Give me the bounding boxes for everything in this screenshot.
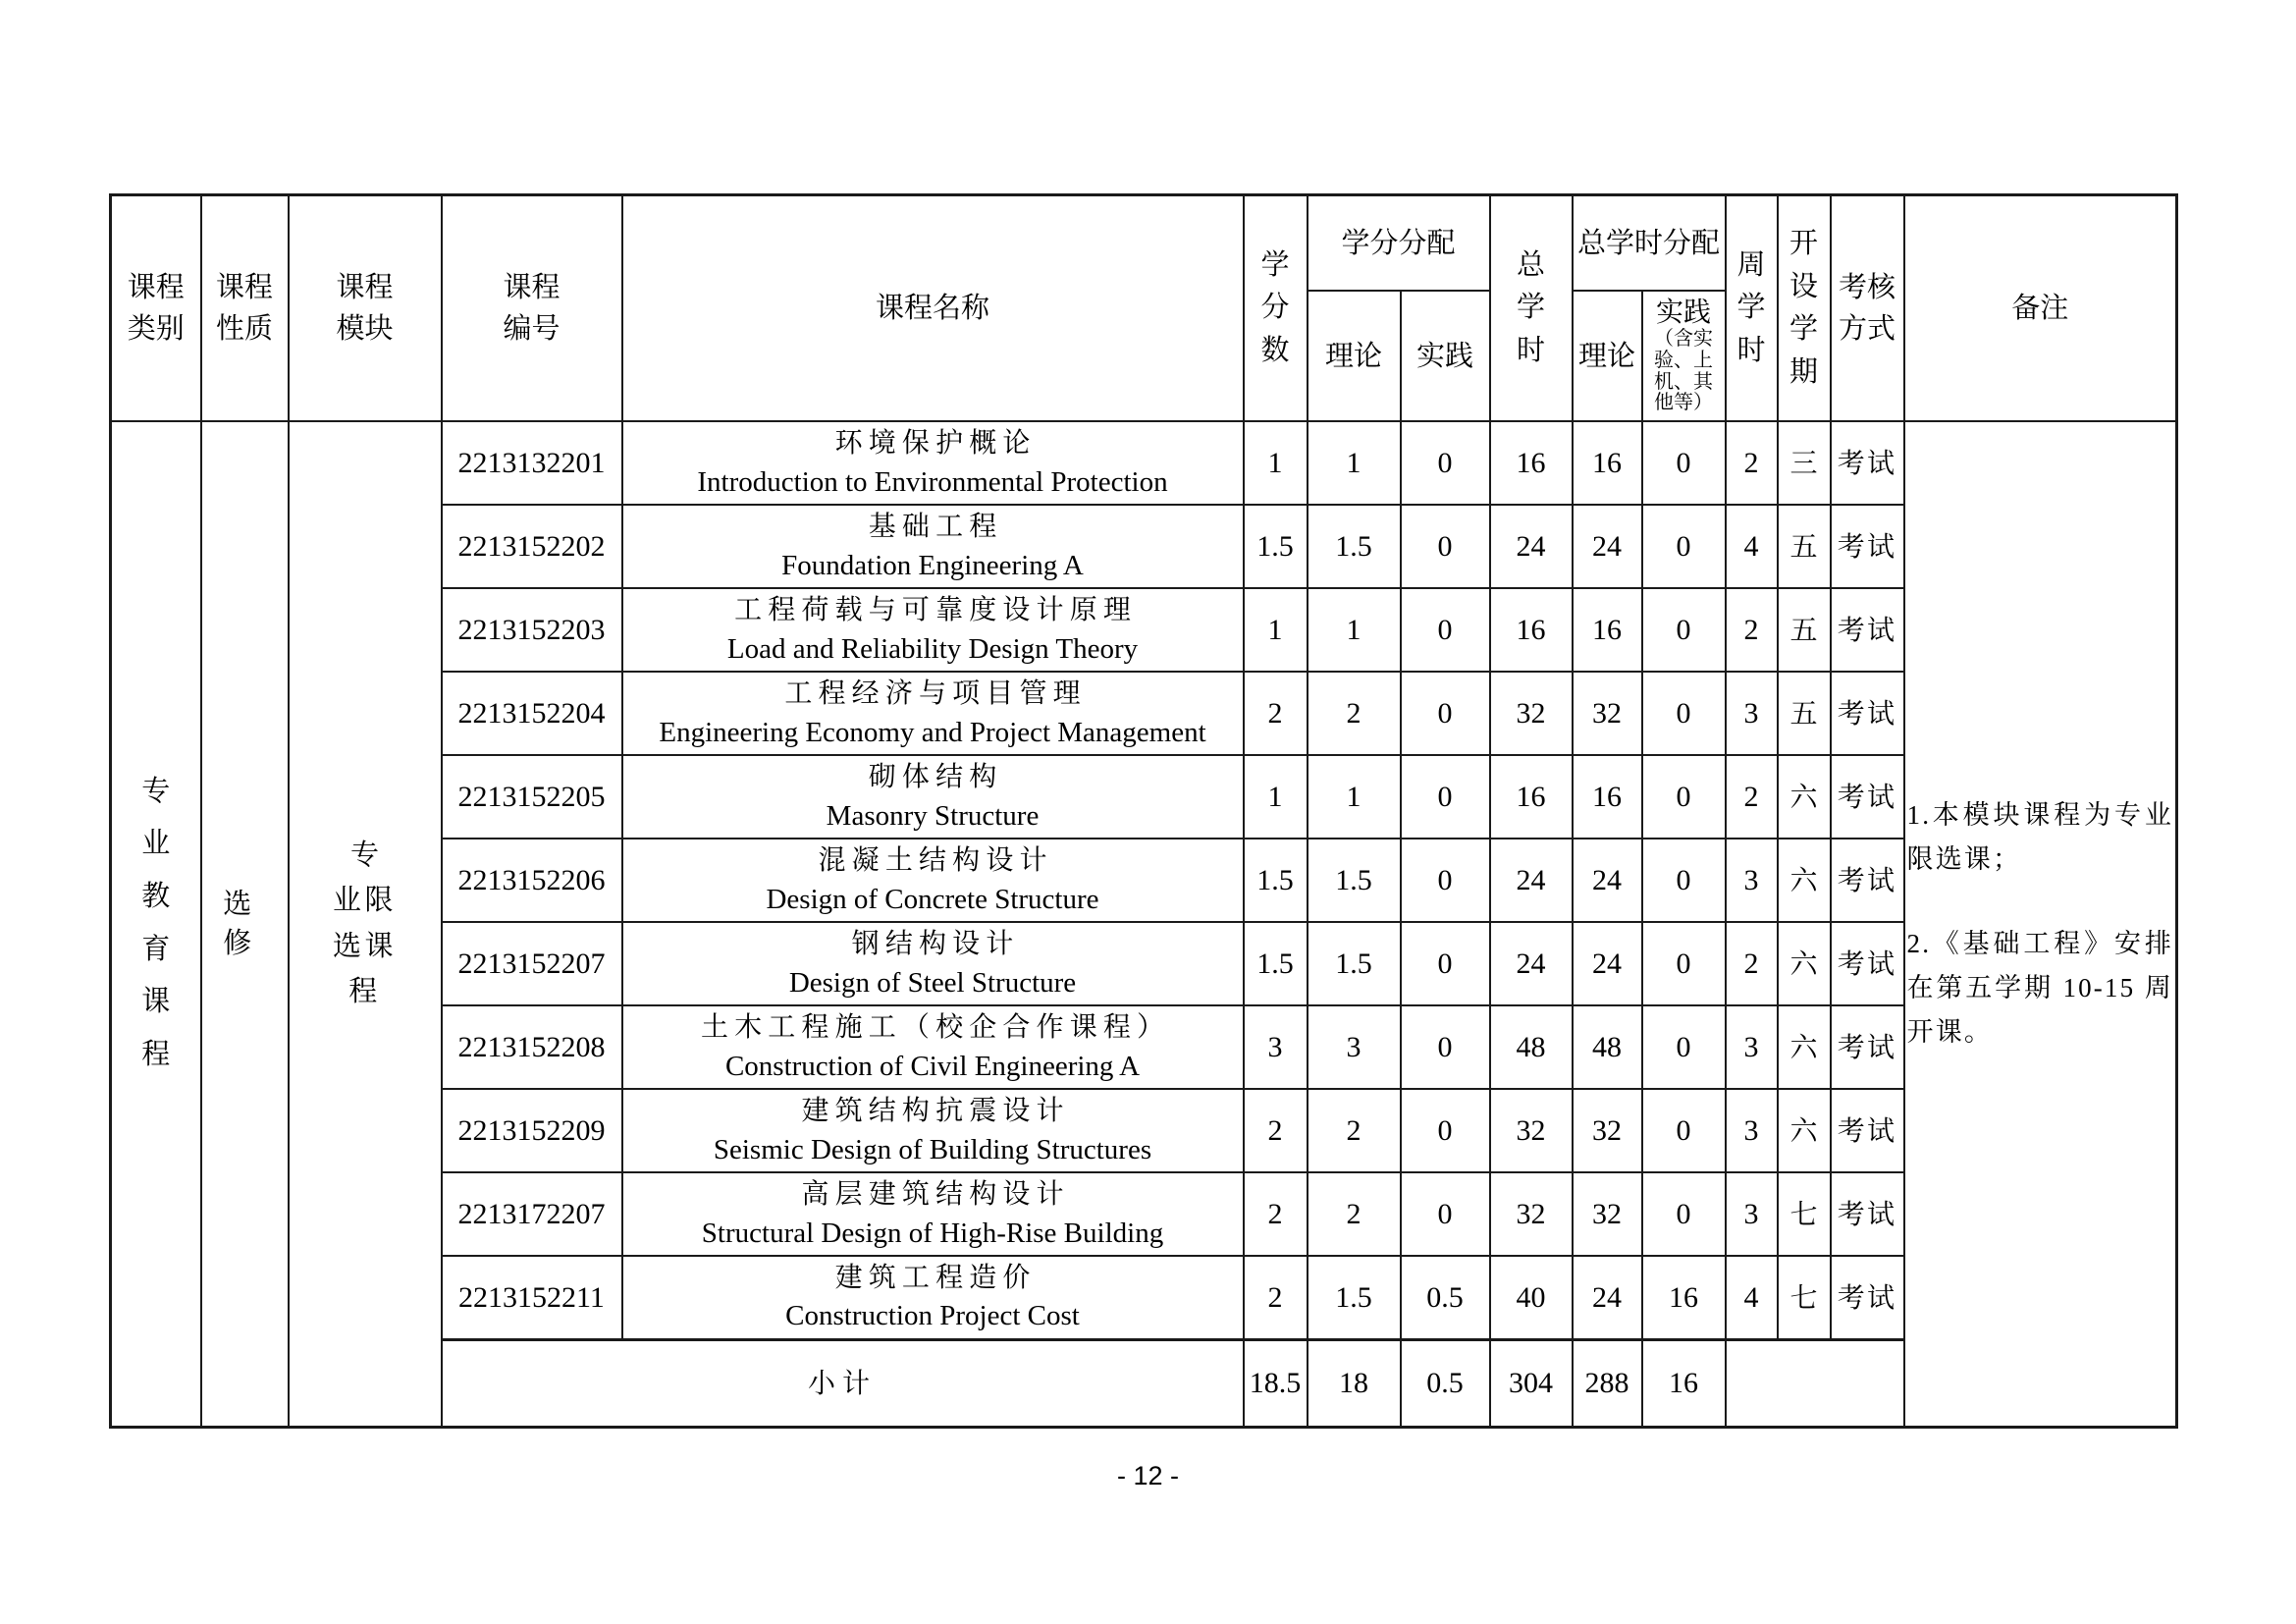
hours-practice-cell: 0 (1642, 839, 1726, 922)
semester-cell: 五 (1778, 588, 1831, 672)
course-name-cell (622, 1089, 1244, 1172)
credit-theory-cell: 2 (1308, 1172, 1401, 1256)
total-hours-cell: 16 (1490, 588, 1573, 672)
header-course-nature (201, 195, 289, 422)
table-row (111, 421, 2177, 505)
course-code-cell (442, 588, 622, 672)
credit-theory-cell: 1 (1308, 421, 1401, 505)
credit-theory-cell: 2 (1308, 1089, 1401, 1172)
credits-cell: 2 (1244, 672, 1308, 755)
course-code: 2213152209 (457, 1114, 606, 1147)
course-code-cell (442, 1256, 622, 1339)
curriculum-table (109, 193, 2178, 1429)
hours-practice-cell: 0 (1642, 922, 1726, 1005)
course-code-cell (442, 672, 622, 755)
hours-theory-cell: 48 (1573, 1005, 1642, 1089)
course-name-cell (622, 839, 1244, 922)
total-hours-cell: 32 (1490, 1172, 1573, 1256)
hours-theory-cell: 32 (1573, 1172, 1642, 1256)
weekly-hours-cell: 2 (1726, 588, 1778, 672)
course-name-cell (622, 1005, 1244, 1089)
course-code: 2213152208 (457, 1031, 606, 1063)
header-credits-label: 学分数 (1260, 248, 1290, 366)
credit-practice-cell: 0 (1401, 588, 1490, 672)
weekly-hours-cell: 3 (1726, 1089, 1778, 1172)
total-hours-cell: 16 (1490, 421, 1573, 505)
semester-cell: 五 (1778, 505, 1831, 588)
course-name-zh: 混凝土结构设计 (818, 845, 1053, 877)
credit-theory-cell: 1.5 (1308, 922, 1401, 1005)
subtotal-credit-theory-cell: 18 (1308, 1339, 1401, 1427)
credit-practice-cell: 0 (1401, 922, 1490, 1005)
header-hours-practice-label: 实践 (1656, 298, 1712, 329)
total-hours-cell: 32 (1490, 1089, 1573, 1172)
header-hours-theory (1573, 291, 1642, 421)
course-name-en: Engineering Economy and Project Management (659, 716, 1206, 748)
course-name-cell (622, 1256, 1244, 1339)
hours-theory-cell: 16 (1573, 421, 1642, 505)
course-module-cell (289, 421, 442, 1427)
course-name-en: Seismic Design of Building Structures (713, 1133, 1152, 1165)
subtotal-label-cell (442, 1339, 1244, 1427)
semester-cell: 六 (1778, 1005, 1831, 1089)
assessment-cell: 考试 (1831, 588, 1904, 672)
course-name-en: Foundation Engineering A (781, 549, 1084, 581)
course-category-value: 专业教育课程 (141, 775, 171, 1071)
hours-practice-cell: 0 (1642, 1005, 1726, 1089)
total-hours-cell: 24 (1490, 839, 1573, 922)
credit-practice-cell: 0 (1401, 672, 1490, 755)
credit-theory-cell: 1 (1308, 588, 1401, 672)
header-credit-theory-label: 理论 (1324, 340, 1382, 372)
course-name-en: Construction Project Cost (785, 1300, 1080, 1332)
credit-theory-cell: 1.5 (1308, 505, 1401, 588)
course-code: 2213152211 (458, 1280, 605, 1314)
header-credit-practice-label: 实践 (1416, 340, 1474, 372)
course-code-cell (442, 1005, 622, 1089)
course-category-cell (111, 421, 201, 1427)
credit-practice-cell: 0 (1401, 755, 1490, 839)
header-credit-theory (1308, 291, 1401, 421)
hours-practice-cell: 0 (1642, 672, 1726, 755)
subtotal-credits-cell: 18.5 (1244, 1339, 1308, 1427)
header-assessment-label: 考核方式 (1839, 271, 1896, 345)
header-course-category (111, 195, 201, 422)
credits-cell: 1 (1244, 421, 1308, 505)
course-name-zh: 建筑结构抗震设计 (801, 1096, 1070, 1127)
hours-theory-cell: 24 (1573, 922, 1642, 1005)
weekly-hours-cell: 3 (1726, 839, 1778, 922)
course-name-cell (622, 755, 1244, 839)
credit-theory-cell: 1 (1308, 755, 1401, 839)
credit-practice-cell: 0 (1401, 505, 1490, 588)
course-code: 2213152207 (457, 947, 606, 980)
semester-cell: 七 (1778, 1256, 1831, 1339)
subtotal-label: 小计 (807, 1368, 877, 1399)
header-assessment (1831, 195, 1904, 422)
total-hours-cell: 32 (1490, 672, 1573, 755)
header-semester-label: 开设学期 (1789, 228, 1819, 388)
header-credit-practice (1401, 291, 1490, 421)
hours-theory-cell: 32 (1573, 1089, 1642, 1172)
course-name-zh: 环境保护概论 (834, 428, 1037, 460)
course-name-en: Design of Concrete Structure (766, 883, 1099, 915)
total-hours-cell: 24 (1490, 922, 1573, 1005)
course-code: 2213152205 (457, 781, 606, 813)
header-course-code (442, 195, 622, 422)
weekly-hours-cell: 4 (1726, 1256, 1778, 1339)
hours-theory-cell: 16 (1573, 588, 1642, 672)
hours-theory-cell: 24 (1573, 839, 1642, 922)
assessment-cell: 考试 (1831, 1089, 1904, 1172)
semester-cell: 七 (1778, 1172, 1831, 1256)
assessment-cell: 考试 (1831, 755, 1904, 839)
assessment-cell: 考试 (1831, 672, 1904, 755)
semester-cell: 六 (1778, 839, 1831, 922)
hours-theory-cell: 24 (1573, 505, 1642, 588)
subtotal-empty-cell (1726, 1339, 1904, 1427)
credit-practice-cell: 0 (1401, 1172, 1490, 1256)
header-remarks-label: 备注 (2011, 293, 2069, 325)
course-code-cell (442, 421, 622, 505)
course-name-en: Design of Steel Structure (788, 966, 1077, 999)
header-hours-theory-label: 理论 (1578, 340, 1636, 372)
course-name-zh: 砌体结构 (868, 762, 1003, 793)
semester-cell: 三 (1778, 421, 1831, 505)
credits-cell: 1.5 (1244, 922, 1308, 1005)
header-hours-distribution-label: 总学时分配 (1577, 227, 1721, 259)
weekly-hours-cell: 2 (1726, 755, 1778, 839)
page-number: - 12 - (1116, 1461, 1180, 1490)
credit-practice-cell: 0 (1401, 1089, 1490, 1172)
assessment-cell: 考试 (1831, 839, 1904, 922)
course-name-cell (622, 672, 1244, 755)
credit-practice-cell: 0 (1401, 421, 1490, 505)
weekly-hours-cell: 2 (1726, 421, 1778, 505)
header-course-name (622, 195, 1244, 422)
course-name-en: Introduction to Environmental Protection (697, 465, 1168, 498)
course-name-zh: 高层建筑结构设计 (801, 1179, 1070, 1211)
course-nature-value: 选修 (223, 889, 266, 959)
assessment-cell: 考试 (1831, 1005, 1904, 1089)
total-hours-cell: 48 (1490, 1005, 1573, 1089)
credits-cell: 2 (1244, 1089, 1308, 1172)
credit-practice-cell: 0 (1401, 839, 1490, 922)
remark-line: 2.《基础工程》安排在第五学期 10-15 周开课。 (1906, 929, 2174, 1047)
assessment-cell: 考试 (1831, 505, 1904, 588)
course-code: 2213152204 (457, 697, 606, 730)
course-name-zh: 基础工程 (868, 512, 1003, 543)
course-name-en: Construction of Civil Engineering A (724, 1050, 1141, 1082)
hours-theory-cell: 32 (1573, 672, 1642, 755)
credit-theory-cell: 2 (1308, 672, 1401, 755)
course-name-cell (622, 588, 1244, 672)
header-total-hours (1490, 195, 1573, 422)
header-course-nature-label: 课程性质 (215, 271, 273, 345)
semester-cell: 六 (1778, 755, 1831, 839)
hours-practice-cell: 0 (1642, 505, 1726, 588)
header-course-module-label: 课程模块 (336, 271, 394, 345)
course-code-cell (442, 1172, 622, 1256)
course-nature-cell (201, 421, 289, 1427)
weekly-hours-cell: 3 (1726, 1172, 1778, 1256)
weekly-hours-cell: 3 (1726, 672, 1778, 755)
header-course-code-label: 课程编号 (503, 271, 561, 345)
course-code: 2213172207 (457, 1198, 606, 1230)
remark-line: 1.本模块课程为专业限选课； (1906, 800, 2174, 874)
hours-practice-cell: 0 (1642, 588, 1726, 672)
assessment-cell: 考试 (1831, 1172, 1904, 1256)
header-weekly-hours-label: 周学时 (1736, 248, 1766, 366)
credits-cell: 2 (1244, 1256, 1308, 1339)
hours-practice-cell: 0 (1642, 755, 1726, 839)
header-hours-practice-note: （含实验、上机、其他等） (1654, 328, 1714, 414)
course-code-cell (442, 755, 622, 839)
total-hours-cell: 16 (1490, 755, 1573, 839)
credits-cell: 3 (1244, 1005, 1308, 1089)
subtotal-credit-practice-cell: 0.5 (1401, 1339, 1490, 1427)
credits-cell: 1 (1244, 588, 1308, 672)
course-module-value: 专业限选课程 (333, 839, 397, 1008)
course-code: 2213152203 (457, 614, 606, 646)
course-code: 2213132201 (457, 447, 606, 479)
assessment-cell: 考试 (1831, 922, 1904, 1005)
course-name-zh: 工程荷载与可靠度设计原理 (734, 595, 1138, 626)
header-total-hours-label: 总学时 (1517, 248, 1546, 366)
weekly-hours-cell: 4 (1726, 505, 1778, 588)
header-credit-distribution-label: 学分分配 (1341, 227, 1456, 259)
course-name-cell (622, 1172, 1244, 1256)
hours-practice-cell: 0 (1642, 1172, 1726, 1256)
course-name-cell (622, 922, 1244, 1005)
hours-practice-cell: 0 (1642, 421, 1726, 505)
course-code-cell (442, 922, 622, 1005)
assessment-cell: 考试 (1831, 1256, 1904, 1339)
course-code-cell (442, 1089, 622, 1172)
credit-practice-cell: 0.5 (1401, 1256, 1490, 1339)
hours-practice-cell: 16 (1642, 1256, 1726, 1339)
course-name-zh: 建筑工程造价 (834, 1263, 1037, 1294)
header-hours-practice (1642, 291, 1726, 421)
credit-practice-cell: 0 (1401, 1005, 1490, 1089)
credits-cell: 1.5 (1244, 839, 1308, 922)
hours-theory-cell: 24 (1573, 1256, 1642, 1339)
course-name-cell (622, 505, 1244, 588)
course-code-cell (442, 839, 622, 922)
credit-theory-cell: 3 (1308, 1005, 1401, 1089)
header-semester (1778, 195, 1831, 422)
weekly-hours-cell: 3 (1726, 1005, 1778, 1089)
course-name-cell (622, 421, 1244, 505)
subtotal-total-hours-cell: 304 (1490, 1339, 1573, 1427)
assessment-cell: 考试 (1831, 421, 1904, 505)
course-code: 2213152206 (457, 864, 606, 896)
weekly-hours-cell: 2 (1726, 922, 1778, 1005)
course-name-zh: 土木工程施工（校企合作课程） (700, 1012, 1171, 1044)
course-name-zh: 工程经济与项目管理 (784, 678, 1087, 710)
header-weekly-hours (1726, 195, 1778, 422)
course-name-en: Structural Design of High-Rise Building (701, 1217, 1164, 1249)
total-hours-cell: 40 (1490, 1256, 1573, 1339)
total-hours-cell: 24 (1490, 505, 1573, 588)
course-code-cell (442, 505, 622, 588)
header-remarks (1904, 195, 2177, 422)
credits-cell: 2 (1244, 1172, 1308, 1256)
credits-cell: 1 (1244, 755, 1308, 839)
credit-theory-cell: 1.5 (1308, 1256, 1401, 1339)
header-hours-distribution (1573, 195, 1726, 292)
subtotal-hours-theory-cell: 288 (1573, 1339, 1642, 1427)
semester-cell: 六 (1778, 922, 1831, 1005)
header-course-module (289, 195, 442, 422)
hours-theory-cell: 16 (1573, 755, 1642, 839)
remarks-cell (1904, 421, 2177, 1427)
course-name-en: Load and Reliability Design Theory (726, 632, 1139, 665)
course-code: 2213152202 (457, 530, 606, 563)
subtotal-hours-practice-cell: 16 (1642, 1339, 1726, 1427)
remarks-block (1907, 793, 2174, 1054)
semester-cell: 六 (1778, 1089, 1831, 1172)
credit-theory-cell: 1.5 (1308, 839, 1401, 922)
credits-cell: 1.5 (1244, 505, 1308, 588)
course-name-zh: 钢结构设计 (851, 929, 1020, 960)
header-credits (1244, 195, 1308, 422)
course-name-en: Masonry Structure (826, 799, 1040, 832)
header-course-category-label: 课程类别 (127, 271, 185, 345)
header-credit-distribution (1308, 195, 1490, 292)
header-course-name-label: 课程名称 (875, 293, 989, 325)
hours-practice-cell: 0 (1642, 1089, 1726, 1172)
semester-cell: 五 (1778, 672, 1831, 755)
